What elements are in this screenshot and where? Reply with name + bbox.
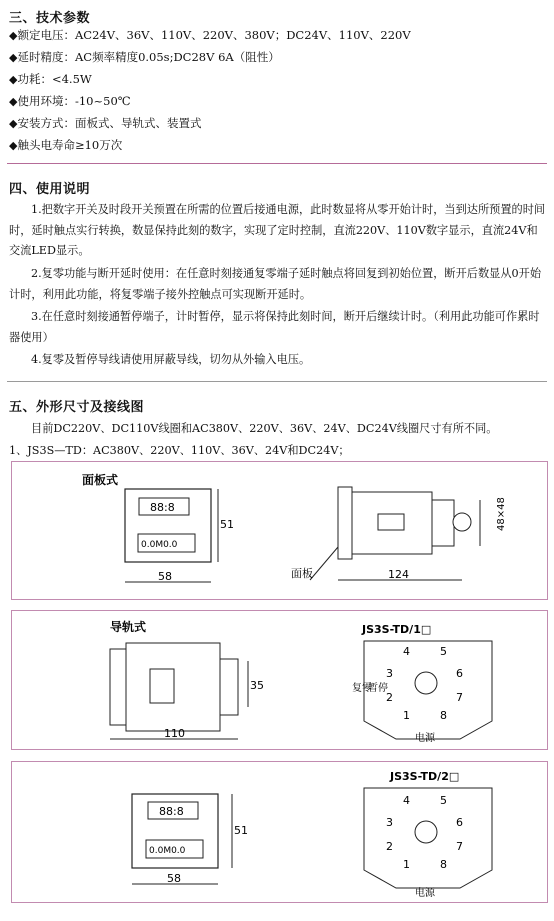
pin-8: 8 [440,709,447,722]
dial-labels: 0.0M0.0 [149,846,186,856]
pin-6: 6 [456,667,463,680]
pin-4: 4 [403,794,410,807]
spec-delay-accuracy: ◆延时精度：AC频率精度0.05s;DC28V 6A（阻性） [9,50,280,64]
reset-label: 复零 [352,683,372,694]
knob-icon [453,513,471,531]
center-key-icon [415,672,437,694]
pin-4: 4 [403,645,410,658]
pin-2: 2 [386,691,393,704]
side-panel-label: 面板 [291,567,313,580]
pin-1: 1 [403,858,410,871]
spec-environment: ◆使用环境：-10~50℃ [9,94,131,108]
terminal-block [378,514,404,530]
pin-1: 1 [403,709,410,722]
width-dimension: 58 [167,872,181,885]
length-dimension: 124 [388,568,409,581]
usage-paragraph-3: 3.在任意时刻接通暂停端子，计时暂停，显示将保持此刻时间，断开后继续计时。（利用此功能可作累时器使用） [9,310,540,344]
panel-wiring-diagram [11,761,548,903]
usage-paragraph-4: 4.复零及暂停导线请使用屏蔽导线，切勿从外输入电压。 [31,353,311,366]
section5-title: 五、外形尺寸及接线图 [9,400,145,415]
divider [7,163,547,164]
rail-mount-drawing [12,611,547,749]
rail-left-cap [110,649,126,725]
wiring-model-2: JS3S-TD/2□ [390,770,460,783]
diamond-bullet-icon: ◆ [9,73,18,86]
panel-label: 面板式 [82,473,119,487]
spec-mounting: ◆安装方式：面板式、导轨式、装置式 [9,116,202,130]
rail-terminal-block [150,669,174,703]
usage-paragraph-2: 2.复零功能与断开延时使用：在任意时刻接通复零端子延时触点将回复到初始位置，断开后数显从0开始计时，利用此功能，将复零端子接外控触点可实现断开延时。 [9,267,542,301]
height-dimension: 51 [234,824,248,837]
spec-rated-voltage: ◆额定电压：AC24V、36V、110V、220V、380V；DC24V、110V、220V [9,28,411,42]
display-digits: 88:8 [150,501,175,514]
pin-6: 6 [456,816,463,829]
divider [7,381,547,382]
wiring-model-1: JS3S-TD/1□ [362,623,432,636]
spec-power: ◆功耗：<4.5W [9,72,92,86]
pin-7: 7 [456,691,463,704]
rail-clip [220,659,238,715]
dial-labels: 0.0M0.0 [141,540,178,550]
rail-label: 导轨式 [110,620,147,634]
diamond-bullet-icon: ◆ [9,29,18,42]
square-dimension: 48×48 [496,497,507,531]
rail-mount-diagram [11,610,548,750]
panel-flange [338,487,352,559]
diamond-bullet-icon: ◆ [9,95,18,108]
power-label: 电源 [415,888,435,899]
pin-5: 5 [440,794,447,807]
pin-3: 3 [386,816,393,829]
dimension-note: 目前DC220V、DC110V线圈和AC380V、220V、36V、24V、DC24V线圈尺寸有所不同。 [31,422,498,435]
pin-2: 2 [386,840,393,853]
pin-8: 8 [440,858,447,871]
pin-3: 3 [386,667,393,680]
pin-7: 7 [456,840,463,853]
panel-wiring-drawing [12,762,547,902]
section4-title: 四、使用说明 [9,182,91,197]
center-key-icon [415,821,437,843]
spec-contact-life: ◆触头电寿命≥10万次 [9,138,123,152]
panel-mount-diagram [11,461,548,600]
section3-title: 三、技术参数 [9,11,91,26]
width-dimension: 58 [158,570,172,583]
rail-height-dimension: 35 [250,679,264,692]
pause-label: 暂停 [368,683,388,694]
diamond-bullet-icon: ◆ [9,51,18,64]
power-label: 电源 [415,733,435,744]
pin-5: 5 [440,645,447,658]
diamond-bullet-icon: ◆ [9,117,18,130]
panel-mount-drawing [12,462,547,599]
rail-length-dimension: 110 [164,727,185,740]
usage-paragraph-1: 1.把数字开关及时段开关预置在所需的位置后接通电源，此时数显将从零开始计时，当到达所预置的时间时，延时触点实行转换，数显保持此刻的数字，实现了定时控制，直流220V、110V数字显示，直流24V和交流LED显示。 [9,203,546,257]
subsection-1-title: 1、JS3S—TD：AC380V、220V、110V、36V、24V和DC24V； [9,444,350,457]
height-dimension: 51 [220,518,234,531]
diamond-bullet-icon: ◆ [9,139,18,152]
socket-base [432,500,454,546]
display-digits: 88:8 [159,805,184,818]
